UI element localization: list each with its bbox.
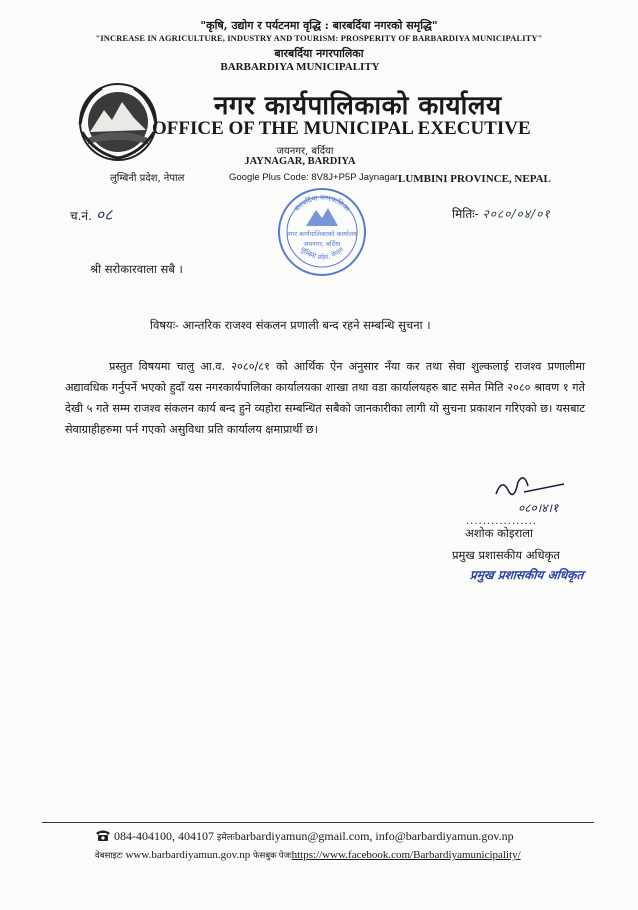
google-plus-code: Google Plus Code: 8V8J+P5P Jaynagar <box>229 172 399 183</box>
handwritten-signature <box>488 468 588 518</box>
date-label: मितिः- <box>452 207 479 221</box>
province-nepali: लुम्बिनी प्रदेश, नेपाल <box>110 173 185 184</box>
signature-date: ०८०।४।१ <box>518 501 559 515</box>
letter-body-text: प्रस्तुत विषयमा चालु आ.व. २०८०/८१ को आर्थिक ऐन अनुसार नँया कर तथा सेवा शुल्कलाई राजश्व प्रणालीमा अद्यावधिक गर्नुपर्ने भएको हुदाँ यस नगरकार्यपालिका कार्यालयका शाखा तथा वडा कार्यालयहरु बाट समेत मिति २०८० श्रावण १ गते देखी ५ गते सम्म राजश्व संकलन कार्य बन्द हुने व्यहोरा सम्बन्धित सबैको जानकारीका लागी यो सुचना प्रकाशन गरिएको छ। यसबाट सेवाग्राहीहरुमा पर्न गएको असुविधा प्रति कार्यालय क्षमाप्रार्थी छ। <box>65 360 585 436</box>
letter-date <box>452 205 551 222</box>
footer-facebook-label: फेसबुक पेजः <box>252 850 292 860</box>
official-seal <box>276 186 368 278</box>
motto-english: "INCREASE IN AGRICULTURE, INDUSTRY AND TOURISM: PROSPERITY OF BARBARDIYA MUNICIPALITY" <box>95 33 543 43</box>
phone-icon <box>95 829 111 841</box>
province-english: LUMBINI PROVINCE, NEPAL <box>398 173 551 185</box>
footer-web <box>95 849 521 861</box>
reference-value: ०८ <box>95 205 113 224</box>
footer-website-label: वेबसाइटः <box>95 850 123 860</box>
signatory-name: अशोक कोइराला <box>465 526 533 540</box>
footer-facebook-link[interactable]: https://www.facebook.com/Barbardiyamunicipality/ <box>291 849 521 861</box>
designation-stamp: प्रमुख प्रशासकीय अधिकृत <box>469 568 585 582</box>
address-english: JAYNAGAR, BARDIYA <box>244 156 356 167</box>
reference-label: च.नं. <box>70 209 92 223</box>
seal-text-bottom: जयनगर, बर्दिया <box>303 240 341 248</box>
recipient: श्री सरोकारवाला सबै । <box>90 262 183 276</box>
signature-line: ................. <box>466 516 538 527</box>
municipality-name-nepali: बारबर्दिया नगरपालिका <box>274 47 364 60</box>
seal-text-mid: नगर कार्यपालिकाको कार्यालय <box>287 230 357 238</box>
letter-body <box>65 356 585 440</box>
municipality-name-english: BARBARDIYA MUNICIPALITY <box>220 61 380 73</box>
footer-phone: 084-404100, 404107 <box>114 829 214 843</box>
date-value: २०८०/०४/०१ <box>482 207 551 221</box>
subject-line: विषयः- आन्तरिक राजश्व संकलन प्रणाली बन्द रहने सम्बन्धि सुचना । <box>150 318 431 332</box>
svg-text:बारबर्दिया नगरपालिका <box>293 194 351 213</box>
signatory-title: प्रमुख प्रशासकीय अधिकृत <box>452 548 560 562</box>
office-title-english: OFFICE OF THE MUNICIPAL EXECUTIVE <box>152 118 531 139</box>
seal-text-top: बारबर्दिया नगरपालिका <box>292 193 352 214</box>
office-title-nepali: नगर कार्यपालिकाको कार्यालय <box>214 91 502 121</box>
seal-text-foot: लुम्बिनी प्रदेश, नेपाल <box>298 245 346 262</box>
footer-divider <box>42 822 594 823</box>
footer-email-label: इमेलः <box>217 832 235 842</box>
address-nepali: जयनगर, बर्दिया <box>276 146 334 157</box>
footer-website[interactable]: www.barbardiyamun.gov.np <box>125 849 251 861</box>
motto-nepali: "कृषि, उद्योग र पर्यटनमा वृद्धि : बारबर्दिया नगरको समृद्धि" <box>200 19 438 32</box>
footer-contact <box>95 829 514 844</box>
reference-number <box>70 203 112 225</box>
footer-emails: barbardiyamun@gmail.com, info@barbardiyamun.gov.np <box>234 829 514 843</box>
